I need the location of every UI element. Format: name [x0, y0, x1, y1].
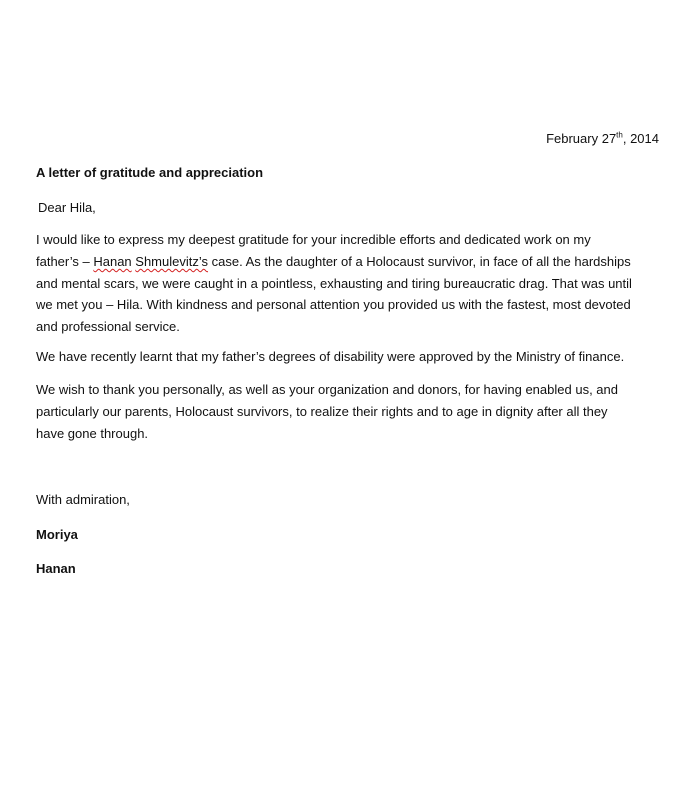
paragraph-3-line-2: particularly our parents, Holocaust survivors, to realize their rights and to age in dignity after all they: [36, 403, 608, 419]
name-last-misspelled: Shmulevitz’s: [135, 253, 209, 269]
signature-moriya: Moriya: [36, 527, 78, 542]
signature-hanan: Hanan: [36, 561, 76, 576]
closing: With admiration,: [36, 492, 130, 507]
name-first-misspelled: Hanan: [93, 253, 132, 269]
paragraph-2-line-1: We have recently learnt that my father’s degrees of disability were approved by the Ministry of finance.: [36, 349, 625, 364]
paragraph-3-line-1: We wish to thank you personally, as well as your organization and donors, for having enabled us, and: [36, 382, 618, 397]
salutation: Dear Hila,: [38, 200, 96, 215]
paragraph-3: [36, 379, 664, 444]
paragraph-1-line-2: [36, 251, 664, 273]
letter-date: [546, 131, 659, 147]
date-suffix: , 2014: [622, 131, 659, 146]
paragraph-3-line-3: have gone through.: [36, 425, 149, 441]
date-ordinal: th: [616, 130, 623, 140]
paragraph-1-line-3: and mental scars, we were caught in a pointless, exhausting and tiring bureaucratic drag. That was until: [36, 275, 632, 291]
line-2-end: case. As the daughter of a Holocaust survivor, in face of all the hardships: [208, 253, 631, 269]
paragraph-1-line-1: I would like to express my deepest gratitude for your incredible efforts and dedicated work on my: [36, 232, 591, 247]
paragraph-1-line-4: we met you – Hila. With kindness and personal attention you provided us with the fastest, most devoted: [36, 297, 631, 313]
paragraph-1-line-5: and professional service.: [36, 319, 180, 335]
date-prefix: February 27: [546, 131, 617, 146]
paragraph-1: [36, 229, 664, 338]
letter-title: A letter of gratitude and appreciation: [36, 165, 264, 180]
paragraph-2: [36, 346, 664, 368]
line-2-start: father’s –: [36, 253, 94, 269]
